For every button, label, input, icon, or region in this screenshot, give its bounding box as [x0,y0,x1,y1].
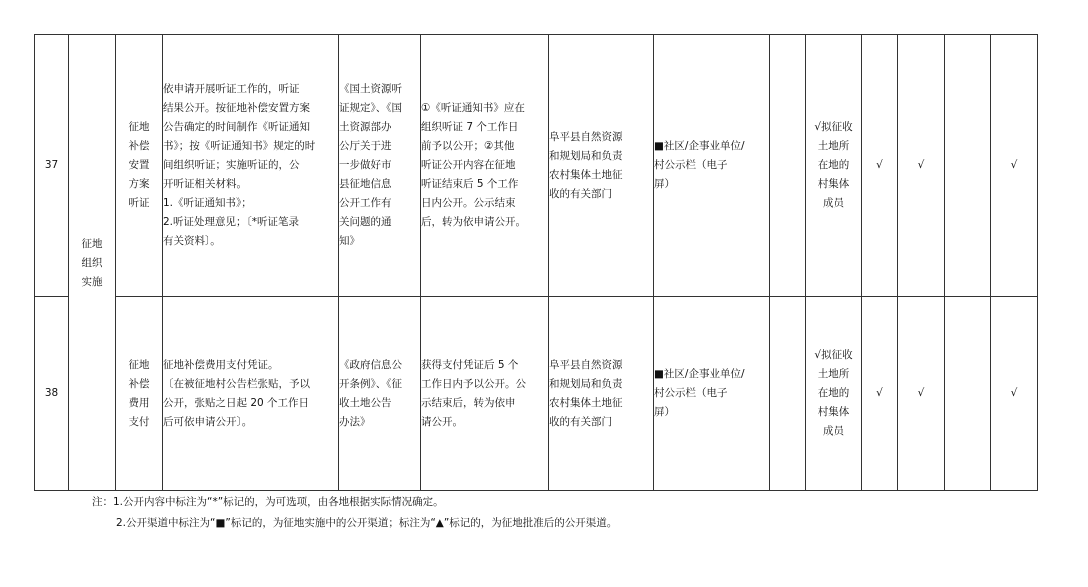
check-cell: √ [862,297,898,491]
subject-cell: 阜平县自然资源 和规划局和负责 农村集体土地征 收的有关部门 [549,297,654,491]
disclosure-table [34,34,1038,491]
category-cell: 征地 组织 实施 [69,35,116,491]
table-row [35,35,1038,297]
footnote-2: 2.公开渠道中标注为“■”标记的，为征地实施中的公开渠道；标注为“▲”标记的，为征地批准后的公开渠道。 [116,517,618,529]
object-cell: √拟征收 土地所 在地的 村集体 成员 [806,35,862,297]
basis-cell: 《政府信息公 开条例》、《征 收土地公告 办法》 [339,297,421,491]
footnotes [92,492,617,534]
time-cell: ①《听证通知书》应在 组织听证 7 个工作日 前予以公开；②其他 听证公开内容在征地 听证结束后 5 个工作 日内公开。公示结束 后，转为依申请公开。 [421,35,549,297]
content-cell: 征地补偿费用支付凭证。 〔在被征地村公告栏张贴，予以 公开，张贴之日起 20 个工作日 后可依申请公开〕。 [163,297,339,491]
empty-cell [770,297,806,491]
footnote-1: 注：1.公开内容中标注为“*”标记的，为可选项，由各地根据实际情况确定。 [92,496,444,508]
item-cell: 征地 补偿 安置 方案 听证 [116,35,163,297]
object-cell: √拟征收 土地所 在地的 村集体 成员 [806,297,862,491]
time-cell: 获得支付凭证后 5 个 工作日内予以公开。公 示结束后，转为依申 请公开。 [421,297,549,491]
content-cell: 依申请开展听证工作的，听证 结果公开。按征地补偿安置方案 公告确定的时间制作《听证通知 书》；按《听证通知书》规定的时 间组织听证；实施听证的，公 开听证相关材料。 1.《听证通知书》； 2.听证处理意见；〔*听证笔录 有关资料〕。 [163,35,339,297]
subject-cell: 阜平县自然资源 和规划局和负责 农村集体土地征 收的有关部门 [549,35,654,297]
check-cell: √ [991,297,1038,491]
check-cell: √ [898,35,945,297]
channel-cell: ■社区/企事业单位/ 村公示栏（电子 屏） [654,297,770,491]
empty-cell [770,35,806,297]
row-number: 38 [35,297,69,491]
row-number: 37 [35,35,69,297]
table-row [35,297,1038,491]
check-cell [945,297,991,491]
check-cell: √ [862,35,898,297]
channel-cell: ■社区/企事业单位/ 村公示栏（电子 屏） [654,35,770,297]
check-cell: √ [991,35,1038,297]
check-cell [945,35,991,297]
basis-cell: 《国土资源听 证规定》、《国 土资源部办 公厅关于进 一步做好市 县征地信息 公开工作有 关问题的通 知》 [339,35,421,297]
item-cell: 征地 补偿 费用 支付 [116,297,163,491]
check-cell: √ [898,297,945,491]
